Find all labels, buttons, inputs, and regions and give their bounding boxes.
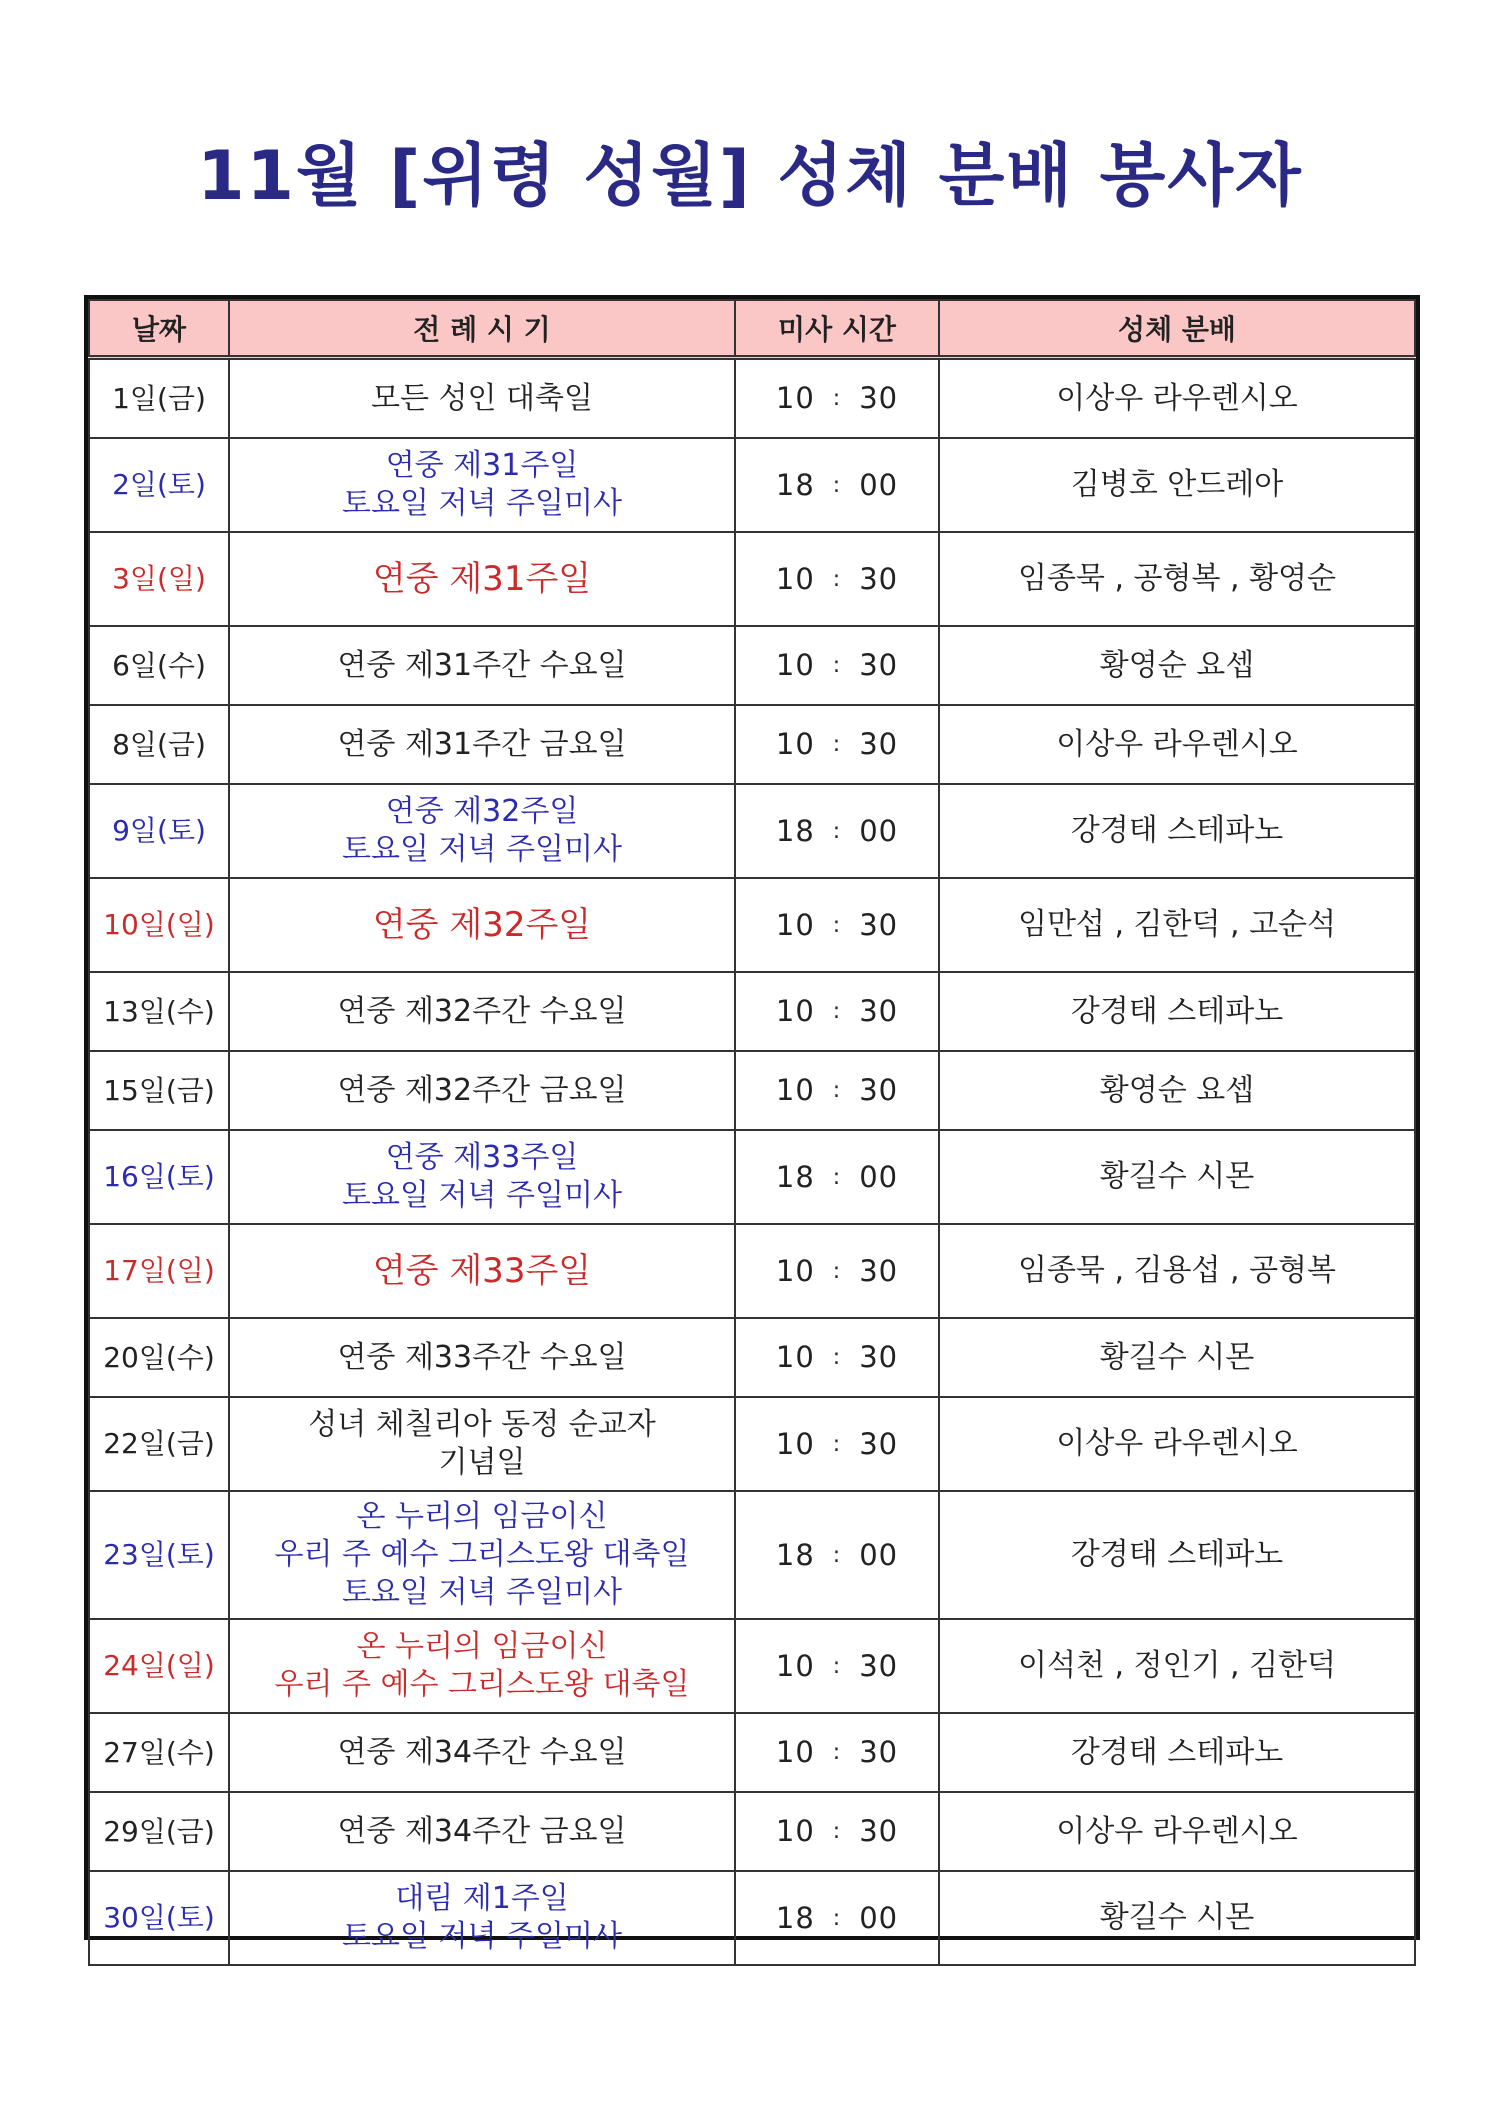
row-liturgy <box>229 1318 735 1397</box>
mass-hour: 10 <box>775 381 815 415</box>
row-liturgy <box>229 705 735 784</box>
liturgy-line: 연중 제33주일 <box>385 1140 579 1175</box>
row-mass-time <box>735 1397 939 1491</box>
row-mass-time <box>735 705 939 784</box>
row-servers: 이상우 라우렌시오 <box>939 358 1415 439</box>
row-date: 8일(금) <box>89 705 229 784</box>
liturgy-line: 연중 제34주간 수요일 <box>337 1734 627 1770</box>
mass-hour: 18 <box>775 467 815 502</box>
row-mass-time <box>735 358 939 439</box>
row-mass-time <box>735 1051 939 1130</box>
mass-hour: 10 <box>775 1340 815 1374</box>
row-liturgy <box>229 438 735 532</box>
row-date: 20일(수) <box>89 1318 229 1397</box>
header-mass-time: 미사 시간 <box>735 300 939 358</box>
row-date: 22일(금) <box>89 1397 229 1491</box>
row-mass-time <box>735 1792 939 1871</box>
liturgy-line: 연중 제32주간 금요일 <box>337 1072 627 1108</box>
schedule-table-frame <box>84 295 1420 1954</box>
time-separator: : <box>832 1653 842 1679</box>
table-row <box>89 626 1415 705</box>
liturgy-line: 토요일 저녁 주일미사 <box>342 1919 622 1954</box>
mass-hour: 10 <box>775 1814 815 1848</box>
liturgy-line: 연중 제31주일 <box>385 448 579 483</box>
liturgy-line: 우리 주 예수 그리스도왕 대축일 <box>274 1667 690 1702</box>
mass-minute: 30 <box>859 1253 899 1288</box>
row-servers: 황길수 시몬 <box>939 1130 1415 1224</box>
row-liturgy <box>229 532 735 626</box>
time-separator: : <box>832 732 842 757</box>
row-mass-time <box>735 438 939 532</box>
time-separator: : <box>832 1542 842 1568</box>
row-liturgy <box>229 626 735 705</box>
liturgy-line: 연중 제32주일 <box>385 794 579 829</box>
row-servers: 황길수 시몬 <box>939 1318 1415 1397</box>
row-date: 24일(일) <box>89 1619 229 1713</box>
mass-hour: 10 <box>775 907 815 942</box>
row-liturgy <box>229 1871 735 1965</box>
table-body <box>89 358 1415 1966</box>
mass-hour: 10 <box>775 1735 815 1769</box>
row-date: 2일(토) <box>89 438 229 532</box>
liturgy-line: 연중 제34주간 금요일 <box>337 1813 627 1849</box>
table-row <box>89 1491 1415 1619</box>
row-liturgy <box>229 1792 735 1871</box>
row-servers: 이상우 라우렌시오 <box>939 1792 1415 1871</box>
mass-hour: 10 <box>775 727 815 761</box>
liturgy-line: 토요일 저녁 주일미사 <box>342 1575 622 1610</box>
mass-minute: 30 <box>859 1814 899 1848</box>
row-mass-time <box>735 784 939 878</box>
mass-minute: 30 <box>859 1073 899 1107</box>
row-liturgy <box>229 1051 735 1130</box>
table-row <box>89 784 1415 878</box>
mass-hour: 18 <box>775 813 815 848</box>
liturgy-line: 토요일 저녁 주일미사 <box>342 486 622 521</box>
liturgy-line: 연중 제33주일 <box>372 1251 592 1291</box>
mass-hour: 10 <box>775 648 815 682</box>
liturgy-line: 대림 제1주일 <box>395 1881 569 1916</box>
liturgy-line: 연중 제31주일 <box>372 559 592 599</box>
mass-minute: 30 <box>859 907 899 942</box>
liturgy-line: 토요일 저녁 주일미사 <box>342 832 622 867</box>
mass-minute: 30 <box>859 1648 899 1683</box>
time-separator: : <box>832 566 842 592</box>
row-mass-time <box>735 1224 939 1318</box>
row-mass-time <box>735 1130 939 1224</box>
page-title: 11월 [위령 성월] 성체 분배 봉사자 <box>197 137 1303 216</box>
time-separator: : <box>832 1078 842 1103</box>
row-mass-time <box>735 626 939 705</box>
time-separator: : <box>832 653 842 678</box>
time-separator: : <box>832 472 842 498</box>
row-date: 10일(일) <box>89 878 229 972</box>
time-separator: : <box>832 818 842 844</box>
liturgy-line: 모든 성인 대축일 <box>371 380 593 416</box>
liturgy-line: 연중 제32주일 <box>372 905 592 945</box>
mass-minute: 30 <box>859 1735 899 1769</box>
row-servers: 임종묵 , 공형복 , 황영순 <box>939 532 1415 626</box>
row-date: 27일(수) <box>89 1713 229 1792</box>
table-row <box>89 358 1415 439</box>
mass-minute: 00 <box>859 813 899 848</box>
table-row <box>89 705 1415 784</box>
table-row <box>89 1130 1415 1224</box>
liturgy-line: 토요일 저녁 주일미사 <box>342 1178 622 1213</box>
header-distribution: 성체 분배 <box>939 300 1415 358</box>
liturgy-line: 기념일 <box>438 1445 526 1480</box>
liturgy-line: 연중 제33주간 수요일 <box>337 1339 627 1375</box>
header-date: 날짜 <box>89 300 229 358</box>
schedule-table <box>88 299 1416 1966</box>
mass-hour: 10 <box>775 1648 815 1683</box>
table-row <box>89 532 1415 626</box>
mass-hour: 10 <box>775 561 815 596</box>
table-row <box>89 1792 1415 1871</box>
mass-hour: 10 <box>775 1426 815 1461</box>
table-row <box>89 972 1415 1051</box>
mass-minute: 30 <box>859 727 899 761</box>
time-separator: : <box>832 1345 842 1370</box>
table-row <box>89 878 1415 972</box>
row-servers: 강경태 스테파노 <box>939 1491 1415 1619</box>
row-mass-time <box>735 1318 939 1397</box>
time-separator: : <box>832 386 842 411</box>
mass-minute: 30 <box>859 381 899 415</box>
row-mass-time <box>735 972 939 1051</box>
row-liturgy <box>229 878 735 972</box>
table-header-row <box>89 300 1415 358</box>
liturgy-line: 온 누리의 임금이신 <box>356 1629 608 1664</box>
mass-hour: 18 <box>775 1159 815 1194</box>
table-row <box>89 438 1415 532</box>
row-mass-time <box>735 532 939 626</box>
mass-minute: 30 <box>859 1340 899 1374</box>
row-liturgy <box>229 358 735 439</box>
liturgy-line: 온 누리의 임금이신 <box>356 1499 608 1534</box>
mass-minute: 00 <box>859 1159 899 1194</box>
row-date: 30일(토) <box>89 1871 229 1965</box>
mass-minute: 00 <box>859 1537 899 1572</box>
row-liturgy <box>229 784 735 878</box>
row-servers: 임만섭 , 김한덕 , 고순석 <box>939 878 1415 972</box>
liturgy-line: 연중 제31주간 수요일 <box>337 647 627 683</box>
time-separator: : <box>832 1819 842 1844</box>
table-row <box>89 1318 1415 1397</box>
liturgy-line: 우리 주 예수 그리스도왕 대축일 <box>274 1537 690 1572</box>
liturgy-line: 연중 제32주간 수요일 <box>337 993 627 1029</box>
mass-hour: 18 <box>775 1537 815 1572</box>
row-servers: 김병호 안드레아 <box>939 438 1415 532</box>
row-mass-time <box>735 1619 939 1713</box>
mass-minute: 00 <box>859 467 899 502</box>
row-servers: 강경태 스테파노 <box>939 1713 1415 1792</box>
table-row <box>89 1051 1415 1130</box>
liturgy-line: 연중 제31주간 금요일 <box>337 726 627 762</box>
table-row <box>89 1619 1415 1713</box>
time-separator: : <box>832 912 842 938</box>
row-servers: 황길수 시몬 <box>939 1871 1415 1965</box>
liturgy-line: 성녀 체칠리아 동정 순교자 <box>308 1407 656 1442</box>
table-row <box>89 1224 1415 1318</box>
row-servers: 강경태 스테파노 <box>939 784 1415 878</box>
table-row <box>89 1871 1415 1965</box>
time-separator: : <box>832 1740 842 1765</box>
row-servers: 이석천 , 정인기 , 김한덕 <box>939 1619 1415 1713</box>
mass-hour: 10 <box>775 994 815 1028</box>
mass-hour: 10 <box>775 1073 815 1107</box>
header-liturgy: 전 례 시 기 <box>229 300 735 358</box>
mass-minute: 30 <box>859 994 899 1028</box>
row-mass-time <box>735 1713 939 1792</box>
row-date: 23일(토) <box>89 1491 229 1619</box>
mass-minute: 30 <box>859 561 899 596</box>
row-mass-time <box>735 878 939 972</box>
table-row <box>89 1713 1415 1792</box>
row-mass-time <box>735 1491 939 1619</box>
row-servers: 이상우 라우렌시오 <box>939 1397 1415 1491</box>
row-date: 15일(금) <box>89 1051 229 1130</box>
row-servers: 임종묵 , 김용섭 , 공형복 <box>939 1224 1415 1318</box>
row-liturgy <box>229 972 735 1051</box>
row-mass-time <box>735 1871 939 1965</box>
table-row <box>89 1397 1415 1491</box>
row-liturgy <box>229 1224 735 1318</box>
row-date: 1일(금) <box>89 358 229 439</box>
row-servers: 이상우 라우렌시오 <box>939 705 1415 784</box>
row-liturgy <box>229 1713 735 1792</box>
row-date: 29일(금) <box>89 1792 229 1871</box>
mass-hour: 10 <box>775 1253 815 1288</box>
mass-minute: 30 <box>859 1426 899 1461</box>
row-date: 17일(일) <box>89 1224 229 1318</box>
row-date: 6일(수) <box>89 626 229 705</box>
row-servers: 황영순 요셉 <box>939 626 1415 705</box>
row-liturgy <box>229 1619 735 1713</box>
row-date: 16일(토) <box>89 1130 229 1224</box>
row-date: 3일(일) <box>89 532 229 626</box>
time-separator: : <box>832 1431 842 1457</box>
mass-hour: 18 <box>775 1900 815 1935</box>
time-separator: : <box>832 1164 842 1190</box>
row-liturgy <box>229 1397 735 1491</box>
row-date: 9일(토) <box>89 784 229 878</box>
row-servers: 강경태 스테파노 <box>939 972 1415 1051</box>
row-liturgy <box>229 1491 735 1619</box>
time-separator: : <box>832 999 842 1024</box>
row-date: 13일(수) <box>89 972 229 1051</box>
row-liturgy <box>229 1130 735 1224</box>
mass-minute: 00 <box>859 1900 899 1935</box>
row-servers: 황영순 요셉 <box>939 1051 1415 1130</box>
mass-minute: 30 <box>859 648 899 682</box>
time-separator: : <box>832 1258 842 1284</box>
time-separator: : <box>832 1905 842 1931</box>
